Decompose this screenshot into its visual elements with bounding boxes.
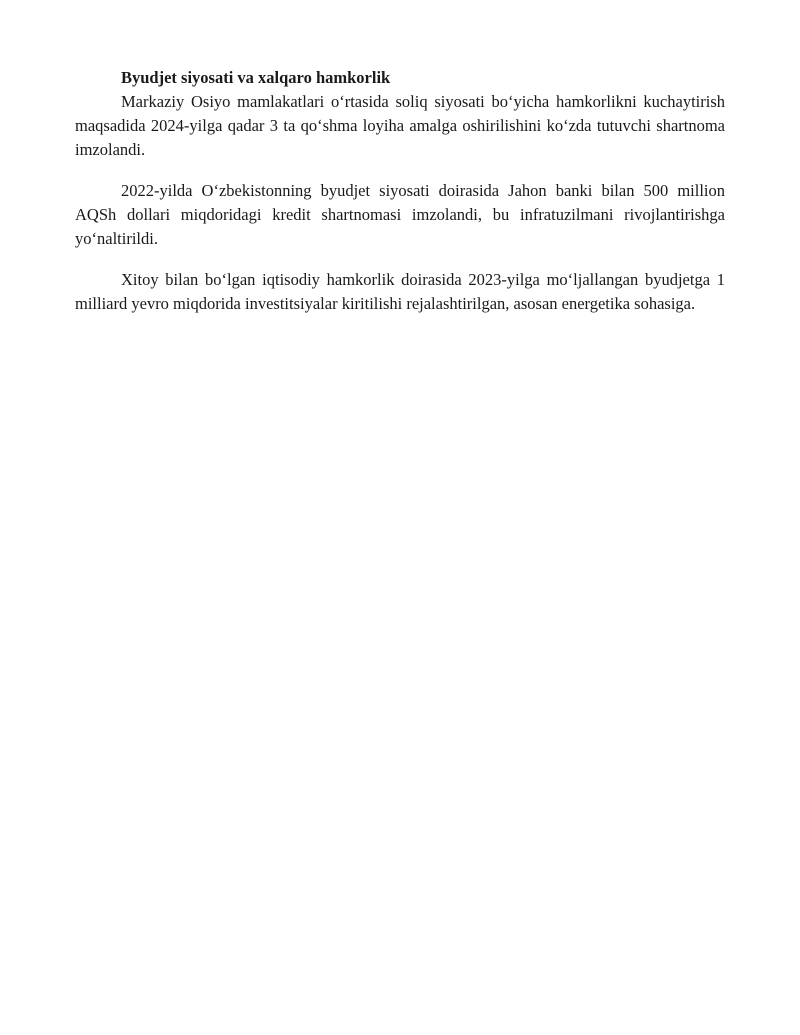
paragraph-2: 2022-yilda O‘zbekistonning byudjet siyosati doirasida Jahon banki bilan 500 million AQSh dollari miqdoridagi kredit shartnomasi imzolandi, bu infratuzilmani rivojlantirishga yo‘naltirildi.	[75, 181, 725, 248]
section-heading: Byudjet siyosati va xalqaro hamkorlik	[121, 68, 391, 87]
paragraph-3: Xitoy bilan bo‘lgan iqtisodiy hamkorlik doirasida 2023-yilga mo‘ljallangan byudjetga 1 milliard yevro miqdorida investitsiyalar kiritilishi rejalashtirilgan, asosan energetika sohasiga.	[75, 270, 725, 313]
paragraph-1: Markaziy Osiyo mamlakatlari o‘rtasida soliq siyosati bo‘yicha hamkorlikni kuchaytirish maqsadida 2024-yilga qadar 3 ta qo‘shma loyiha amalga oshirilishini ko‘zda tutuvchi shartnoma imzolandi.	[75, 92, 725, 159]
document-page	[75, 66, 725, 333]
